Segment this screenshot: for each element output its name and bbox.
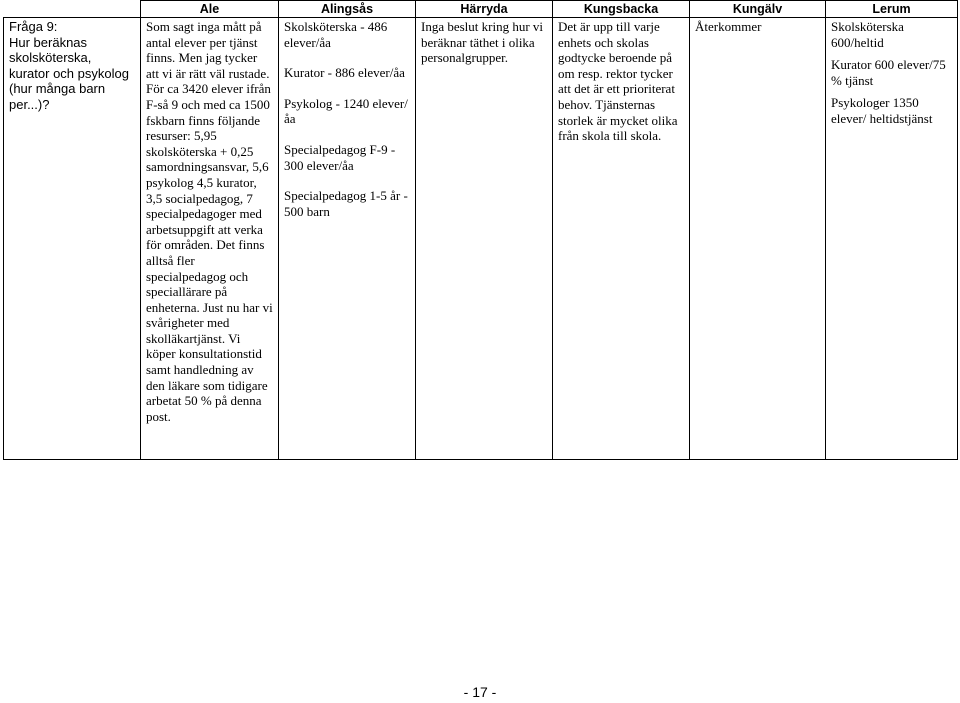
lerum-line: Skolsköterska 600/heltid	[831, 19, 904, 50]
header-row	[4, 1, 958, 18]
question-cell	[4, 18, 141, 460]
ale-answer: Som sagt inga mått på antal elever per tjänst finns. Men jag tycker att vi är rätt väl rustade. För ca 3420 elever ifrån F-så 9 och med ca 1500 fskbarn finns följande resurser: 5,95 skolsköterska + 0,25 samordningsansvar, 5,6 psykolog 4,5 kurator, 3,5 socialpedagog, 7 specialpedagoger med arbetsuppgift att verka för områden. Det finns alltså fler specialpedagog och speciallärare på enheterna. Just nu har vi svårigheter med skolläkartjänst. Vi köper konsultationstid samt handledning av den läkare som tidigare arbetat 50 % på denna post.	[146, 19, 273, 424]
lerum-line: Psykologer 1350 elever/ heltidstjänst	[831, 95, 933, 126]
kungsbacka-cell	[553, 18, 690, 460]
lerum-cell	[826, 18, 958, 460]
alingsas-line: Kurator - 886 elever/åa	[284, 65, 405, 81]
ale-cell	[141, 18, 279, 460]
header-ale: Ale	[141, 1, 279, 18]
header-alingsas: Alingsås	[279, 1, 416, 18]
kungalv-answer: Återkommer	[695, 19, 762, 34]
page-number: - 17 -	[463, 684, 497, 700]
harryda-cell	[416, 18, 553, 460]
kungalv-cell	[690, 18, 826, 460]
alingsas-line: Specialpedagog 1-5 år - 500 barn	[284, 188, 408, 219]
lerum-line: Kurator 600 elever/75 % tjänst	[831, 57, 946, 88]
table-row	[4, 18, 958, 460]
alingsas-line: Psykolog - 1240 elever/åa	[284, 95, 408, 127]
survey-table	[3, 0, 958, 460]
alingsas-cell	[279, 18, 416, 460]
header-blank	[4, 1, 141, 18]
alingsas-line: Skolsköterska - 486 elever/åa	[284, 19, 388, 50]
kungsbacka-answer: Det är upp till varje enhets och skolas godtycke beroende på om resp. rektor tycker att det är ett prioriterat behov. Tjänsternas storlek är mycket olika från skola till skola.	[558, 19, 678, 144]
header-lerum: Lerum	[826, 1, 958, 18]
header-harryda: Härryda	[416, 1, 553, 18]
alingsas-line: Specialpedagog F-9 - 300 elever/åa	[284, 141, 396, 173]
header-kungalv: Kungälv	[690, 1, 826, 18]
header-kungsbacka: Kungsbacka	[553, 1, 690, 18]
harryda-answer: Inga beslut kring hur vi beräknar täthet i olika personalgrupper.	[421, 19, 544, 66]
question-text: Fråga 9: Hur beräknas skolsköterska, kurator och psykolog (hur många barn per...)?	[9, 19, 129, 112]
